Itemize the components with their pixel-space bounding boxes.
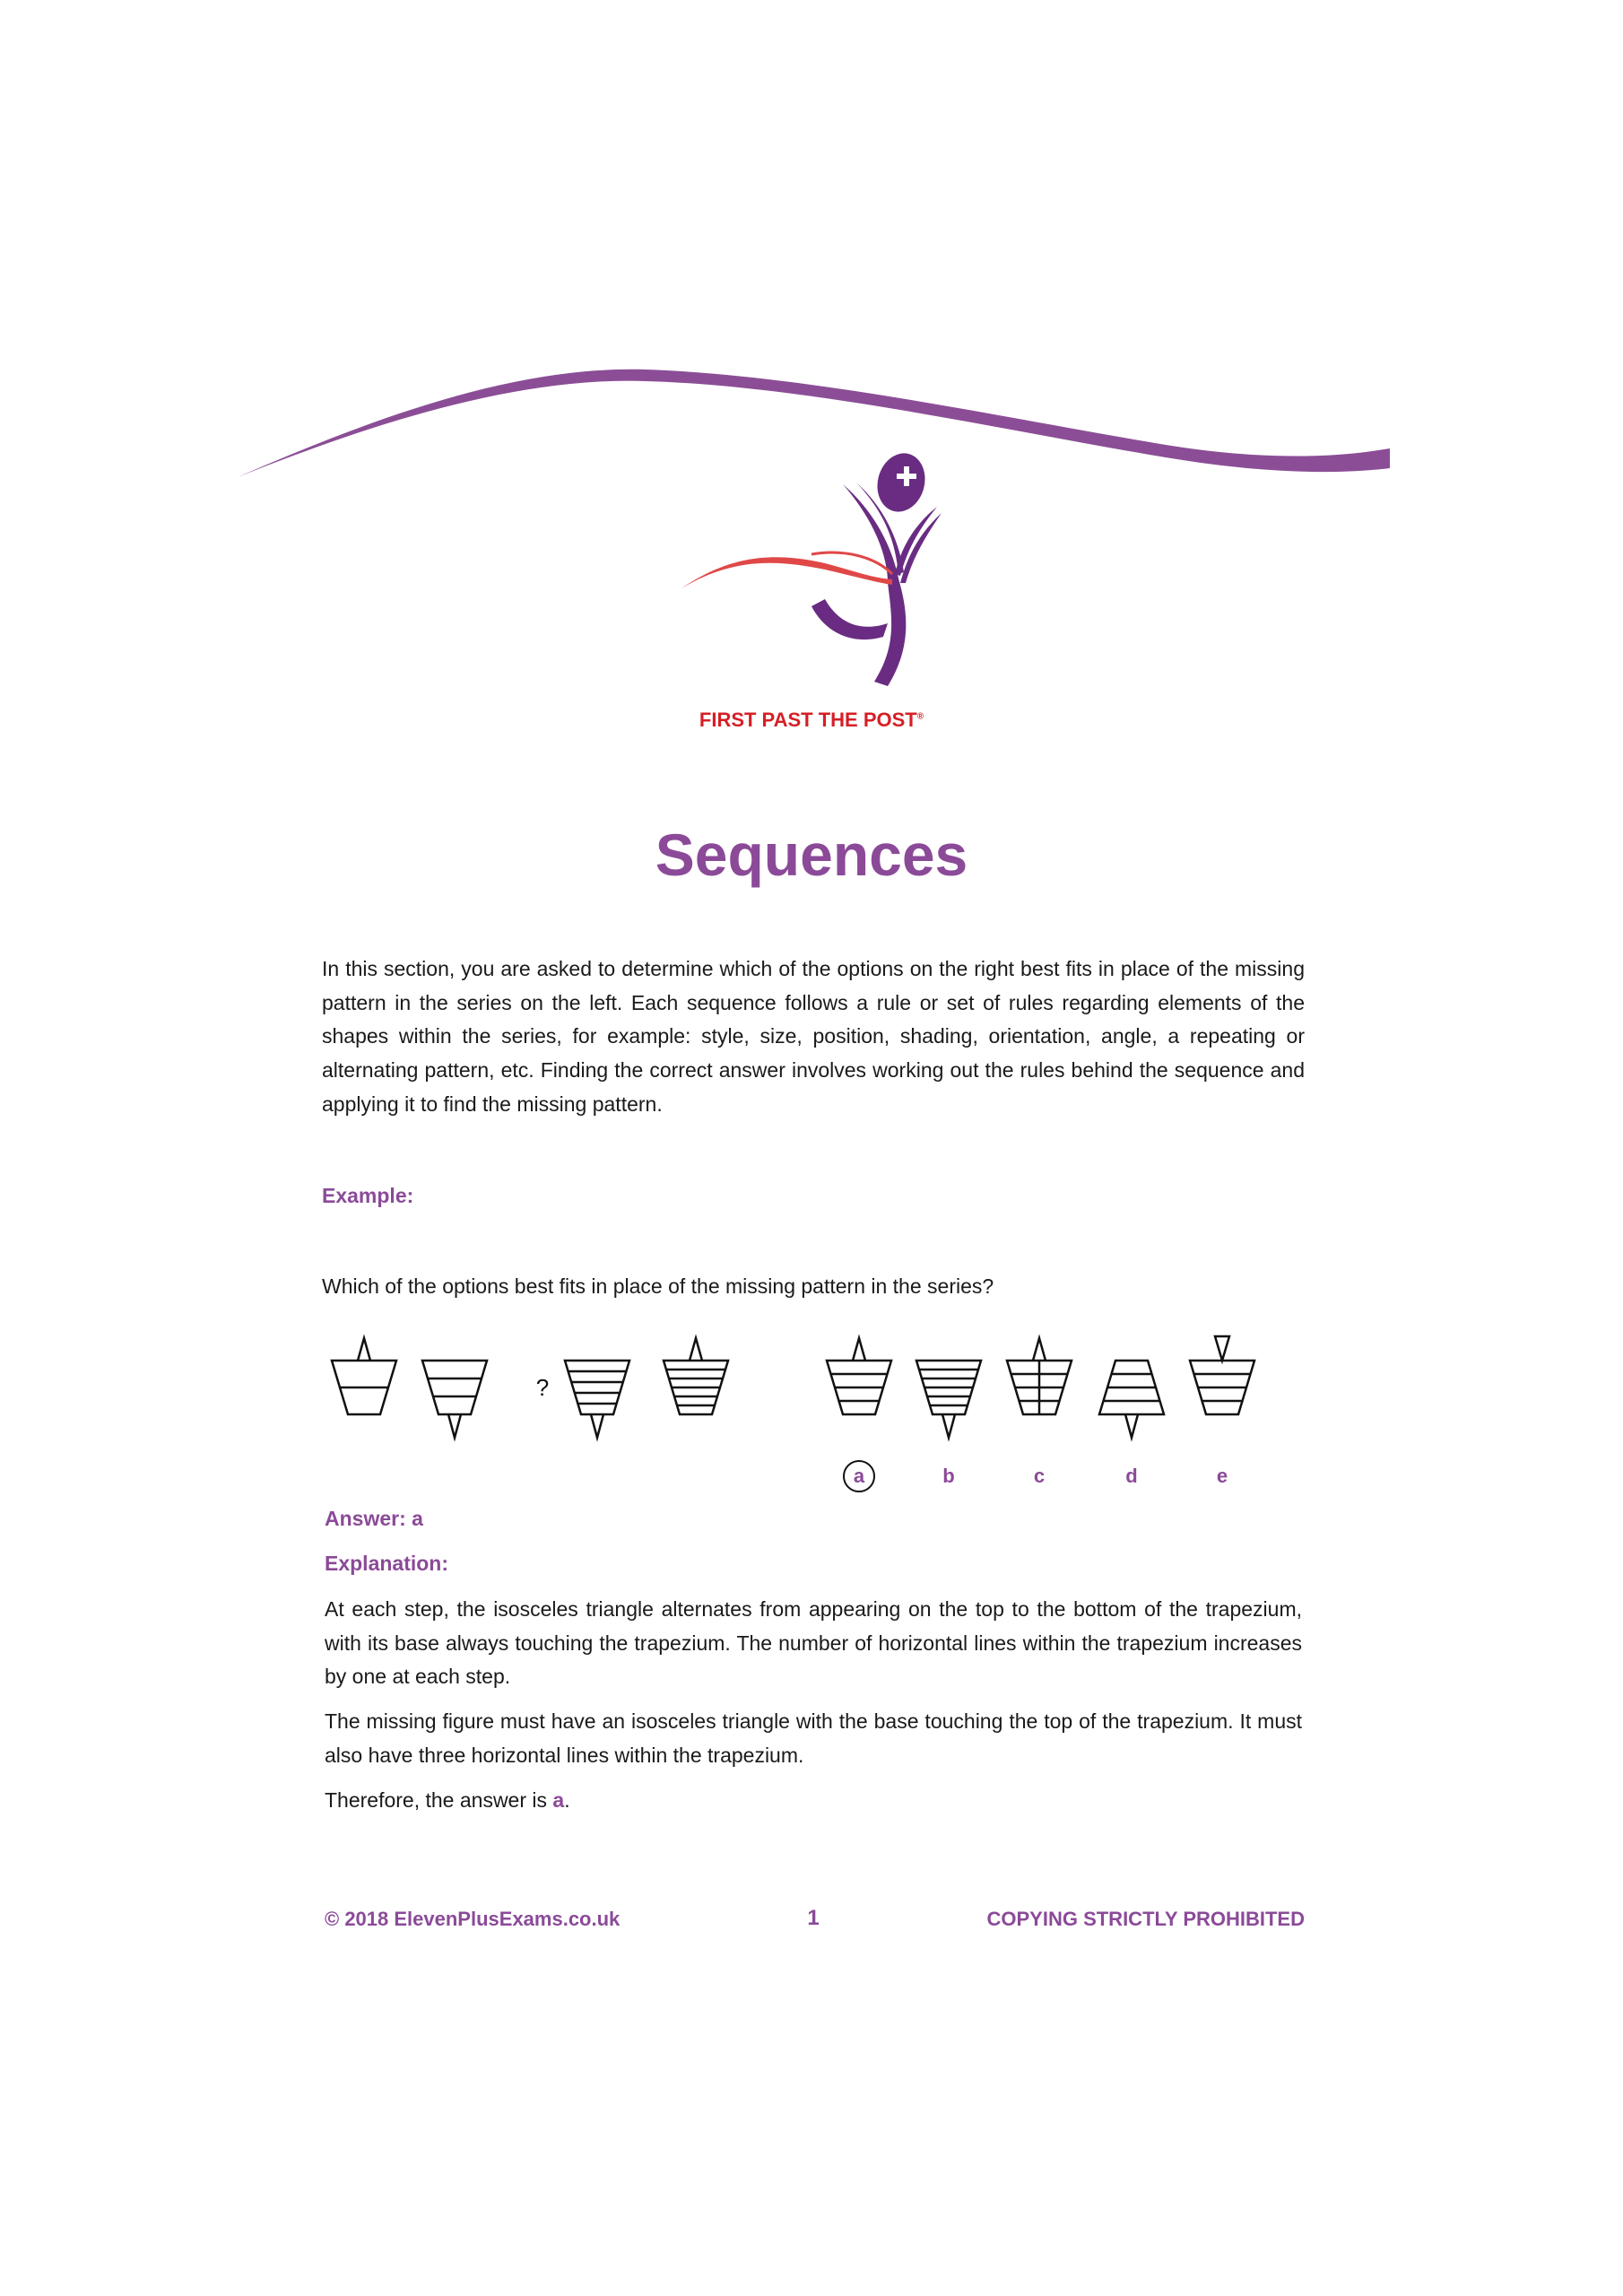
- trapezium: [565, 1361, 629, 1414]
- triangle: [942, 1414, 955, 1438]
- footer-notice: COPYING STRICTLY PROHIBITED: [986, 1908, 1305, 1930]
- conclusion-answer: a: [552, 1788, 565, 1812]
- page-number: 1: [807, 1906, 820, 1930]
- explanation-paragraph-1: At each step, the isosceles triangle alternates from appearing on the top to the bottom of the trapezium, with its base always touching the trapezium. The number of horizontal lines within the trapezium increases by one at each step.: [325, 1597, 1302, 1689]
- option-label-b[interactable]: b: [942, 1465, 955, 1487]
- answer-label: Answer: a: [325, 1507, 423, 1530]
- option-figure-c: [1007, 1338, 1072, 1414]
- triangle: [591, 1414, 603, 1438]
- triangle: [1215, 1336, 1229, 1361]
- series-figure-4: [565, 1361, 629, 1438]
- option-figure-d: [1099, 1361, 1164, 1438]
- question-text: Which of the options best fits in place of the missing pattern in the series?: [322, 1274, 994, 1298]
- triangle: [690, 1338, 702, 1361]
- example-label: Example:: [322, 1184, 414, 1207]
- option-label-c[interactable]: c: [1033, 1465, 1046, 1487]
- explanation-paragraph-2: The missing figure must have an isosceles triangle with the base touching the top of the trapezium. It must also have three horizontal lines within the trapezium.: [325, 1709, 1302, 1767]
- triangle: [1125, 1414, 1138, 1438]
- conclusion: Therefore, the answer is a.: [325, 1788, 570, 1812]
- option-label-d[interactable]: d: [1125, 1465, 1138, 1487]
- intro-paragraph: In this section, you are asked to determine which of the options on the right best fits in place of the missing pattern in the series on the left. Each sequence follows a rule or set of rules regarding elements of the shapes within the series, for example: style, size, position, shading, orientation, angle, a repeating or alternating pattern, etc. Finding the correct answer involves working out the rules behind the sequence and applying it to find the missing pattern.: [322, 957, 1305, 1116]
- brand-name: FIRST PAST THE POST®: [699, 709, 924, 731]
- explanation-label: Explanation:: [325, 1552, 449, 1575]
- option-label-a[interactable]: a: [853, 1465, 865, 1487]
- triangle: [448, 1414, 461, 1438]
- option-label-e[interactable]: e: [1216, 1465, 1228, 1487]
- page-title: Sequences: [655, 822, 968, 888]
- series-figure-5: [664, 1338, 728, 1414]
- option-figure-b: [916, 1361, 981, 1438]
- option-figure-a: [827, 1338, 891, 1414]
- footer-copyright: © 2018 ElevenPlusExams.co.uk: [325, 1908, 621, 1930]
- missing-marker: ?: [535, 1374, 550, 1401]
- triangle: [358, 1338, 370, 1361]
- triangle: [1033, 1338, 1046, 1361]
- series-figure-1: [332, 1338, 396, 1414]
- trapezium: [422, 1361, 487, 1414]
- series-figure-2: [422, 1361, 487, 1438]
- option-figure-e: [1190, 1336, 1254, 1414]
- triangle: [853, 1338, 865, 1361]
